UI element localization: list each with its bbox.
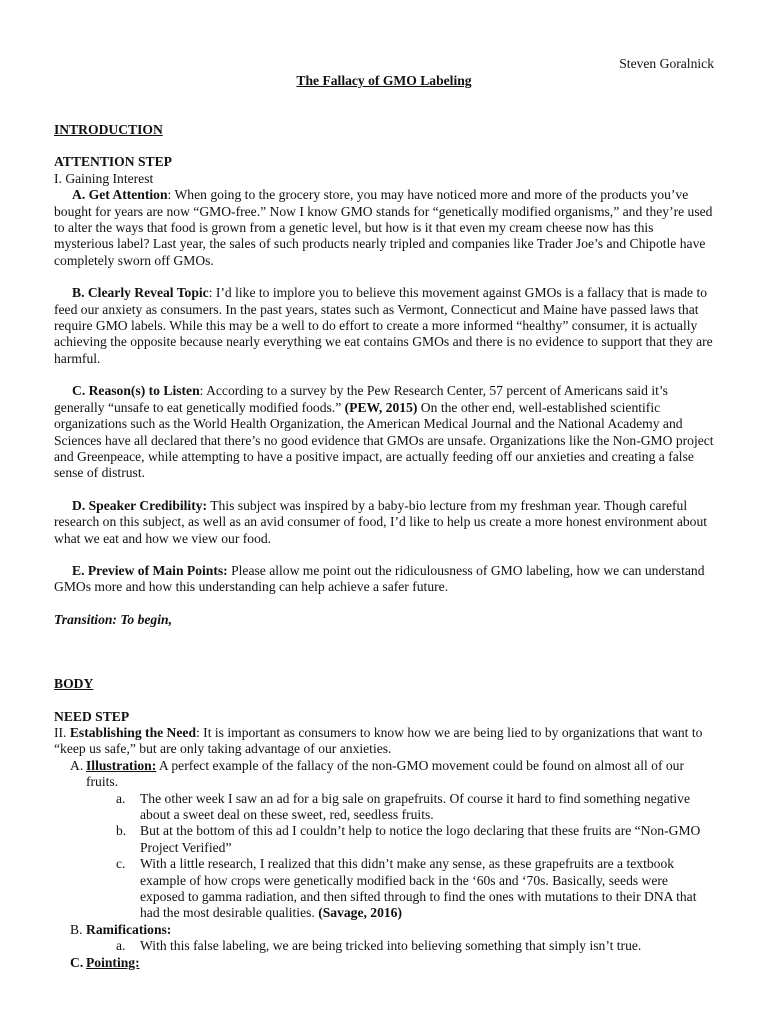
label-establishing-need: Establishing the Need [69,724,196,740]
gaining-interest-heading: I. Gaining Interest [54,170,154,186]
label-get-attention: A. Get Attention [72,187,168,203]
label-reveal-topic: B. Clearly Reveal Topic [72,285,209,301]
list-item [54,823,714,856]
label-pointing: Pointing: [86,954,140,970]
list-item-pointing [54,955,714,971]
text-get-attention: : When going to the grocery store, you may have noticed more and more of the products you’ve bought for years are now “GMO-free.” Now I know GMO stands for “genetically modified organisms,” and they’re used to alter the ways that food is grown from a genetic level, but how is it that even my cream cheese now has this mysterious label? Last year, the sales of such products nearly tripled and companies like Trader Joe’s and Chipotle have completely sworn off GMOs. [54,187,713,268]
text-reasons-to-listen-2: On the other end, well-established scientific organizations such as the World Health Organization, the American Medical Journal and the National Academy and Sciences have all declared that there’s no good evidence that GMOs are unsafe. Organizations like the Non-GMO project and Greenpeace, while attempting to have a positive impact, are actually feeding off our anxieties and creating a false sense of distrust. [54,399,714,481]
list-item-text: The other week I saw an ad for a big sale on grapefruits. Of course it hard to find something negative about a sweet deal on these sweet, red, seedless fruits. [140,790,690,822]
list-marker: b. [116,823,127,839]
label-ramifications: Ramifications: [86,921,172,937]
text-reveal-topic: : I’d like to implore you to believe this movement against GMOs is a fallacy that is made to feed our anxiety as consumers. In the past years, states such as Vermont, Connecticut and Maine have passed laws that require GMO labels. While this may be a well to do effort to create a more informed “healthy” consumer, it is actually achieving the opposite because nearly everything we eat contains GMOs and there is no evidence to support that they are harmful. [54,285,713,366]
paragraph-get-attention [54,187,714,269]
transition-text: Transition: To begin, [54,611,172,627]
text-establishing-need: : It is important as consumers to know how we are being lied to by organizations that want to “keep us safe,” but are only taking advantage of our anxieties. [54,724,703,757]
list-item [54,791,714,824]
roman-numeral: II. [54,724,70,740]
text-preview: Please allow me point out the ridiculousness of GMO labeling, how we can understand GMOs more and how this understanding can help achieve a safer future. [54,562,705,595]
list-marker: C. [70,954,84,970]
paragraph-establishing-need [54,725,714,758]
list-marker: a. [116,938,126,954]
body-heading: BODY [54,676,94,692]
list-marker: B. [70,921,83,937]
list-item-ramifications [54,922,714,938]
paragraph-reasons-to-listen [54,383,714,481]
introduction-heading: INTRODUCTION [54,122,163,137]
paragraph-reveal-topic [54,285,714,367]
label-preview: E. Preview of Main Points: [72,562,228,578]
list-marker: c. [116,856,126,872]
author-name: Steven Goralnick [619,56,714,71]
paragraph-speaker-credibility [54,498,714,547]
list-marker: a. [116,790,126,806]
document-title: The Fallacy of GMO Labeling [296,73,472,88]
label-reasons-to-listen: C. Reason(s) to Listen [72,383,200,399]
need-step-heading: NEED STEP [54,708,130,724]
citation-pew: (PEW, 2015) [344,399,418,415]
list-marker: A. [70,757,84,773]
text-illustration: A perfect example of the fallacy of the non-GMO movement could be found on almost all of our fruits. [86,757,684,790]
label-illustration: Illustration: [86,757,157,773]
list-item-illustration [54,758,714,791]
list-item-text: But at the bottom of this ad I couldn’t help to notice the logo declaring that these fruits are “Non-GMO Project Verified” [140,823,701,855]
text-reasons-to-listen-1: : According to a survey by the Pew Research Center, 57 percent of Americans said it’s generally “unsafe to eat genetically modified foods.” [54,383,668,415]
text-speaker-credibility: This subject was inspired by a baby-bio lecture from my freshman year. Though careful research on this subject, as well as an avid consumer of food, I’d like to help us create a more honest environment about what we eat and how we view our food. [54,497,708,546]
label-speaker-credibility: D. Speaker Credibility: [72,497,208,513]
paragraph-preview [54,563,714,596]
list-item [54,938,714,954]
citation-savage: (Savage, 2016) [318,905,403,921]
list-item [54,856,714,922]
list-item-text: With this false labeling, we are being tricked into believing something that simply isn’t true. [140,938,642,954]
list-item-text: With a little research, I realized that this didn’t make any sense, as these grapefruits are a textbook example of how crops were genetically modified back in the ‘60s and ‘70s. Basically, seeds were exposed to gamma radiation, and then sifted through to find the ones with mutations to their DNA that had the most desirable qualities. [140,856,697,921]
attention-step-heading: ATTENTION STEP [54,154,172,170]
document-body [54,122,714,971]
